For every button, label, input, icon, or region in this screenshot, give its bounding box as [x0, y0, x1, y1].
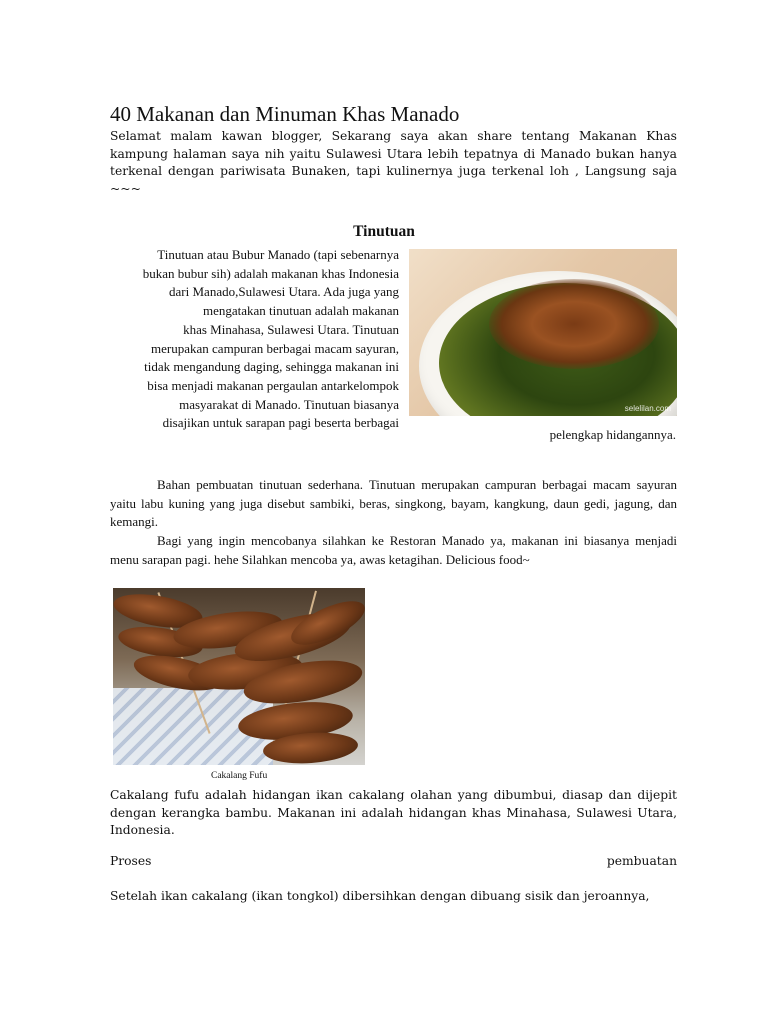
tinutuan-photo: [409, 249, 677, 416]
tinutuan-line: khas Minahasa, Sulawesi Utara. Tinutuan: [183, 321, 399, 337]
tinutuan-line: tidak mengandung daging, sehingga makanan ini: [144, 359, 399, 375]
fried-shallot-topping: [489, 279, 659, 369]
tinutuan-line: bukan bubur sih) adalah makanan khas Indonesia: [142, 265, 399, 281]
process-heading-row: [110, 854, 677, 868]
section-heading-tinutuan: Tinutuan: [353, 223, 415, 240]
photo-watermark: selelilan.com: [624, 404, 671, 413]
tinutuan-line: Tinutuan atau Bubur Manado (tapi sebenarnya: [157, 247, 399, 262]
cakalang-description: Cakalang fufu adalah hidangan ikan cakalang olahan yang dibumbui, diasap dan dijepit dengan kerangka bambu. Makanan ini adalah hidangan khas Minahasa, Sulawesi Utara, Indonesia.: [110, 788, 677, 837]
tinutuan-line: bisa menjadi makanan pergaulan antarkelompok: [147, 377, 399, 393]
tinutuan-line: dari Manado,Sulawesi Utara. Ada juga yang: [169, 284, 399, 300]
cakalang-fufu-photo: [113, 588, 365, 765]
making-word: pembuatan: [606, 854, 677, 868]
tinutuan-text-continuation: pelengkap hidangannya.: [549, 427, 676, 442]
restaurant-paragraph: Bagi yang ingin mencobanya silahkan ke Restoran Manado ya, makanan ini biasanya menjadi menu sarapan pagi. hehe Silahkan mencoba ya, awas ketagihan. Delicious food~: [110, 533, 677, 567]
ingredients-paragraph: Bahan pembuatan tinutuan sederhana. Tinutuan merupakan campuran berbagai macam sayuran yaitu labu kuning yang juga disebut sambiki, beras, singkong, bayam, kangkung, daun gedi, jagung, dan kemangi.: [110, 477, 677, 530]
cakalang-photo-caption: Cakalang Fufu: [211, 771, 268, 781]
process-word: Proses: [110, 854, 152, 868]
tinutuan-line: mengatakan tinutuan adalah makanan: [202, 303, 399, 319]
tinutuan-description: [112, 246, 399, 433]
intro-paragraph: Selamat malam kawan blogger, Sekarang saya akan share tentang Makanan Khas kampung halaman saya nih yaitu Sulawesi Utara lebih tepatnya di Manado bukan hanya terkenal dengan pariwisata Bunaken, tapi kulinernya juga terkenal loh , Langsung saja ~~~: [110, 129, 677, 196]
tinutuan-line: masyarakat di Manado. Tinutuan biasanya: [179, 396, 399, 412]
page-title: 40 Makanan dan Minuman Khas Manado: [110, 102, 460, 126]
tinutuan-line: merupakan campuran berbagai macam sayuran,: [151, 340, 399, 356]
process-paragraph: Setelah ikan cakalang (ikan tongkol) dibersihkan dengan dibuang sisik dan jeroannya,: [110, 889, 650, 903]
tinutuan-line: disajikan untuk sarapan pagi beserta berbagai: [162, 415, 399, 431]
